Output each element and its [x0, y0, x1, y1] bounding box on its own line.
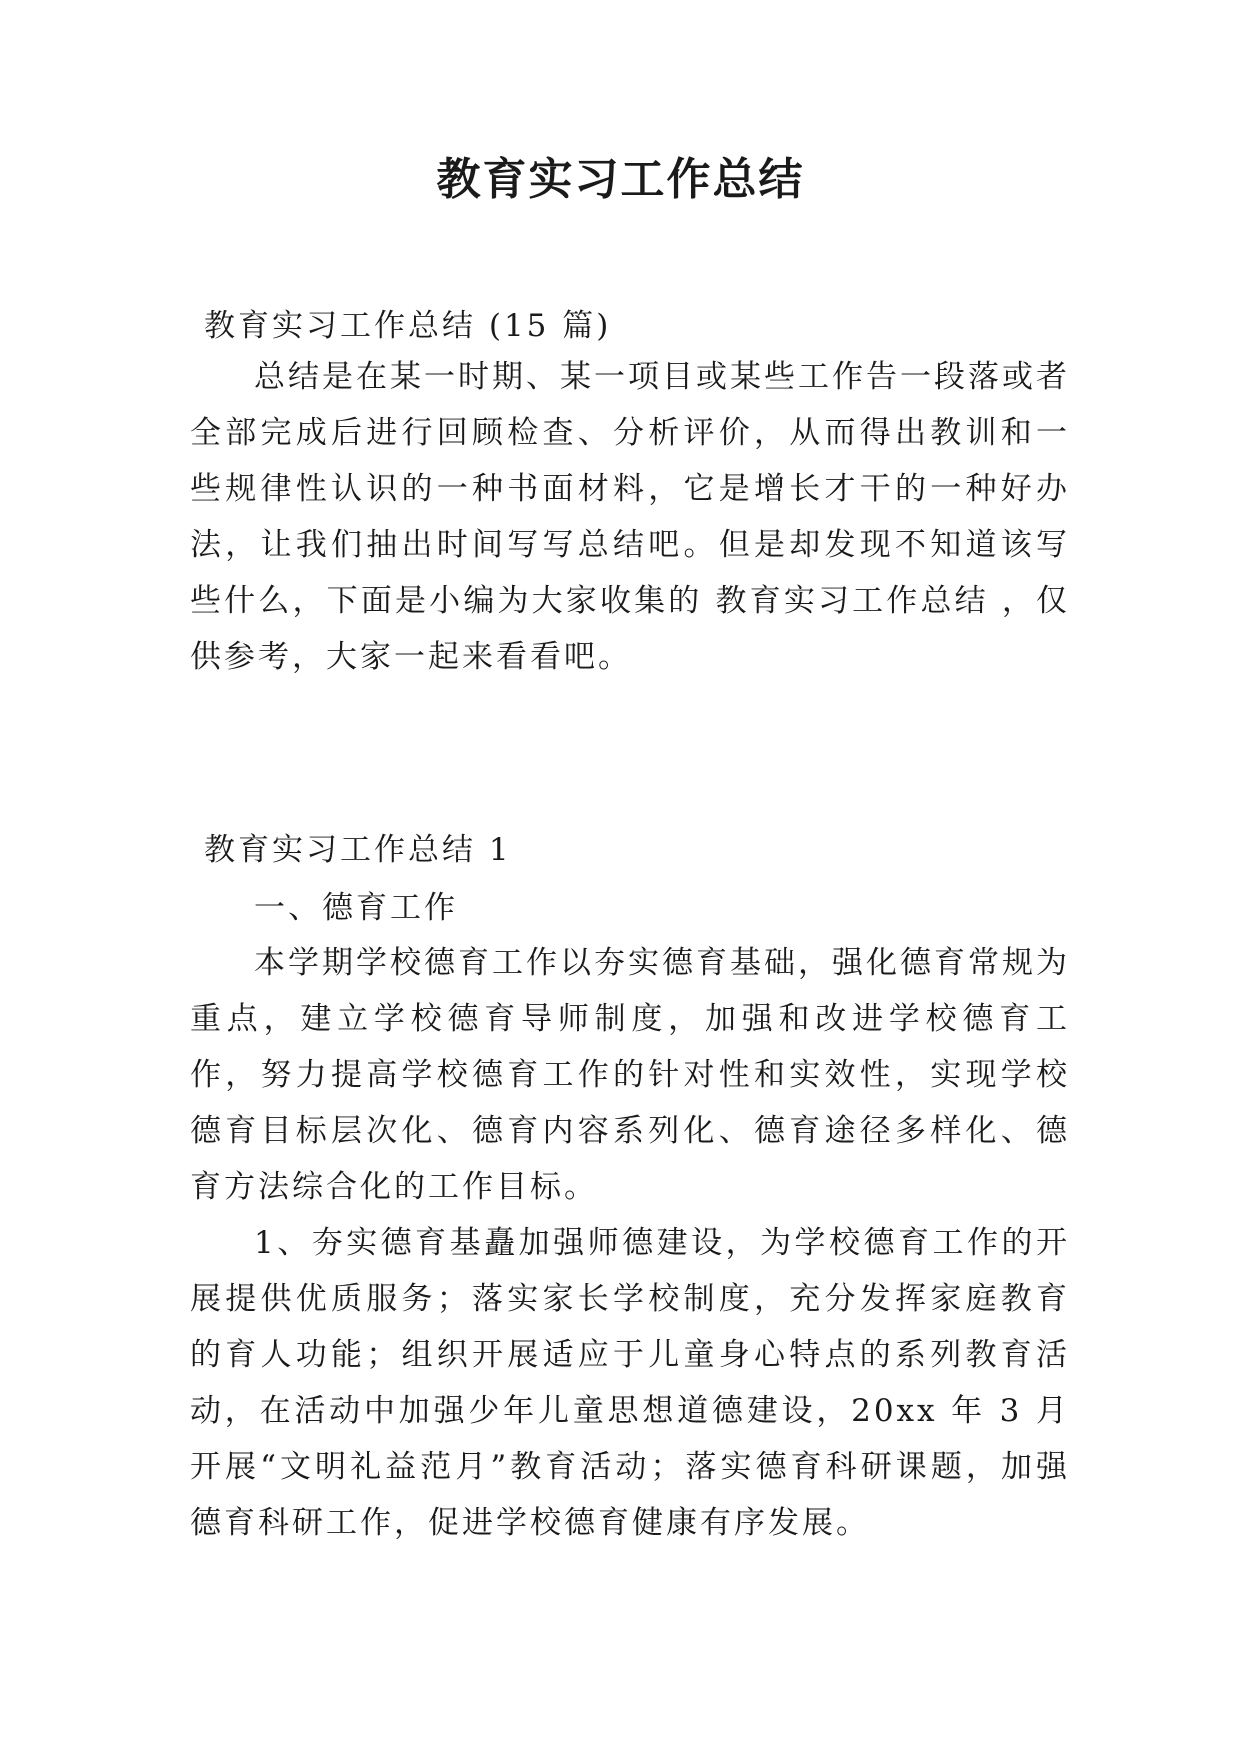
- intro-paragraph: 总结是在某一时期、某一项目或某些工作告一段落或者全部完成后进行回顾检查、分析评价，从而得出教训和一些规律性认识的一种书面材料，它是增长才干的一种好办法，让我们抽出时间写写总结吧。但是却发现不知道该写些什么，下面是小编为大家收集的 教育实习工作总结 ，仅供参考，大家一起来看看吧。: [190, 359, 1070, 675]
- section-body: [190, 935, 1070, 1551]
- body-paragraph: 本学期学校德育工作以夯实德育基础，强化德育常规为重点，建立学校德育导师制度，加强和改进学校德育工作，努力提高学校德育工作的针对性和实效性，实现学校德育目标层次化、德育内容系列化、德育途径多样化、德育方法综合化的工作目标。: [190, 945, 1070, 1205]
- intro-block: [190, 349, 1070, 685]
- document-subtitle: 教育实习工作总结 (15 篇): [204, 308, 612, 344]
- section-title: 教育实习工作总结 1: [204, 832, 512, 868]
- document-title: 教育实习工作总结: [436, 154, 805, 205]
- body-paragraph: 1、夯实德育基矗加强师德建设，为学校德育工作的开展提供优质服务；落实家长学校制度，充分发挥家庭教育的育人功能；组织开展适应于儿童身心特点的系列教育活动，在活动中加强少年儿童思想道德建设，20xx 年 3 月开展“文明礼益范月”教育活动；落实德育科研课题，加强德育科研工作，促进学校德育健康有序发展。: [190, 1225, 1070, 1541]
- section-heading: 一、德育工作: [254, 890, 458, 926]
